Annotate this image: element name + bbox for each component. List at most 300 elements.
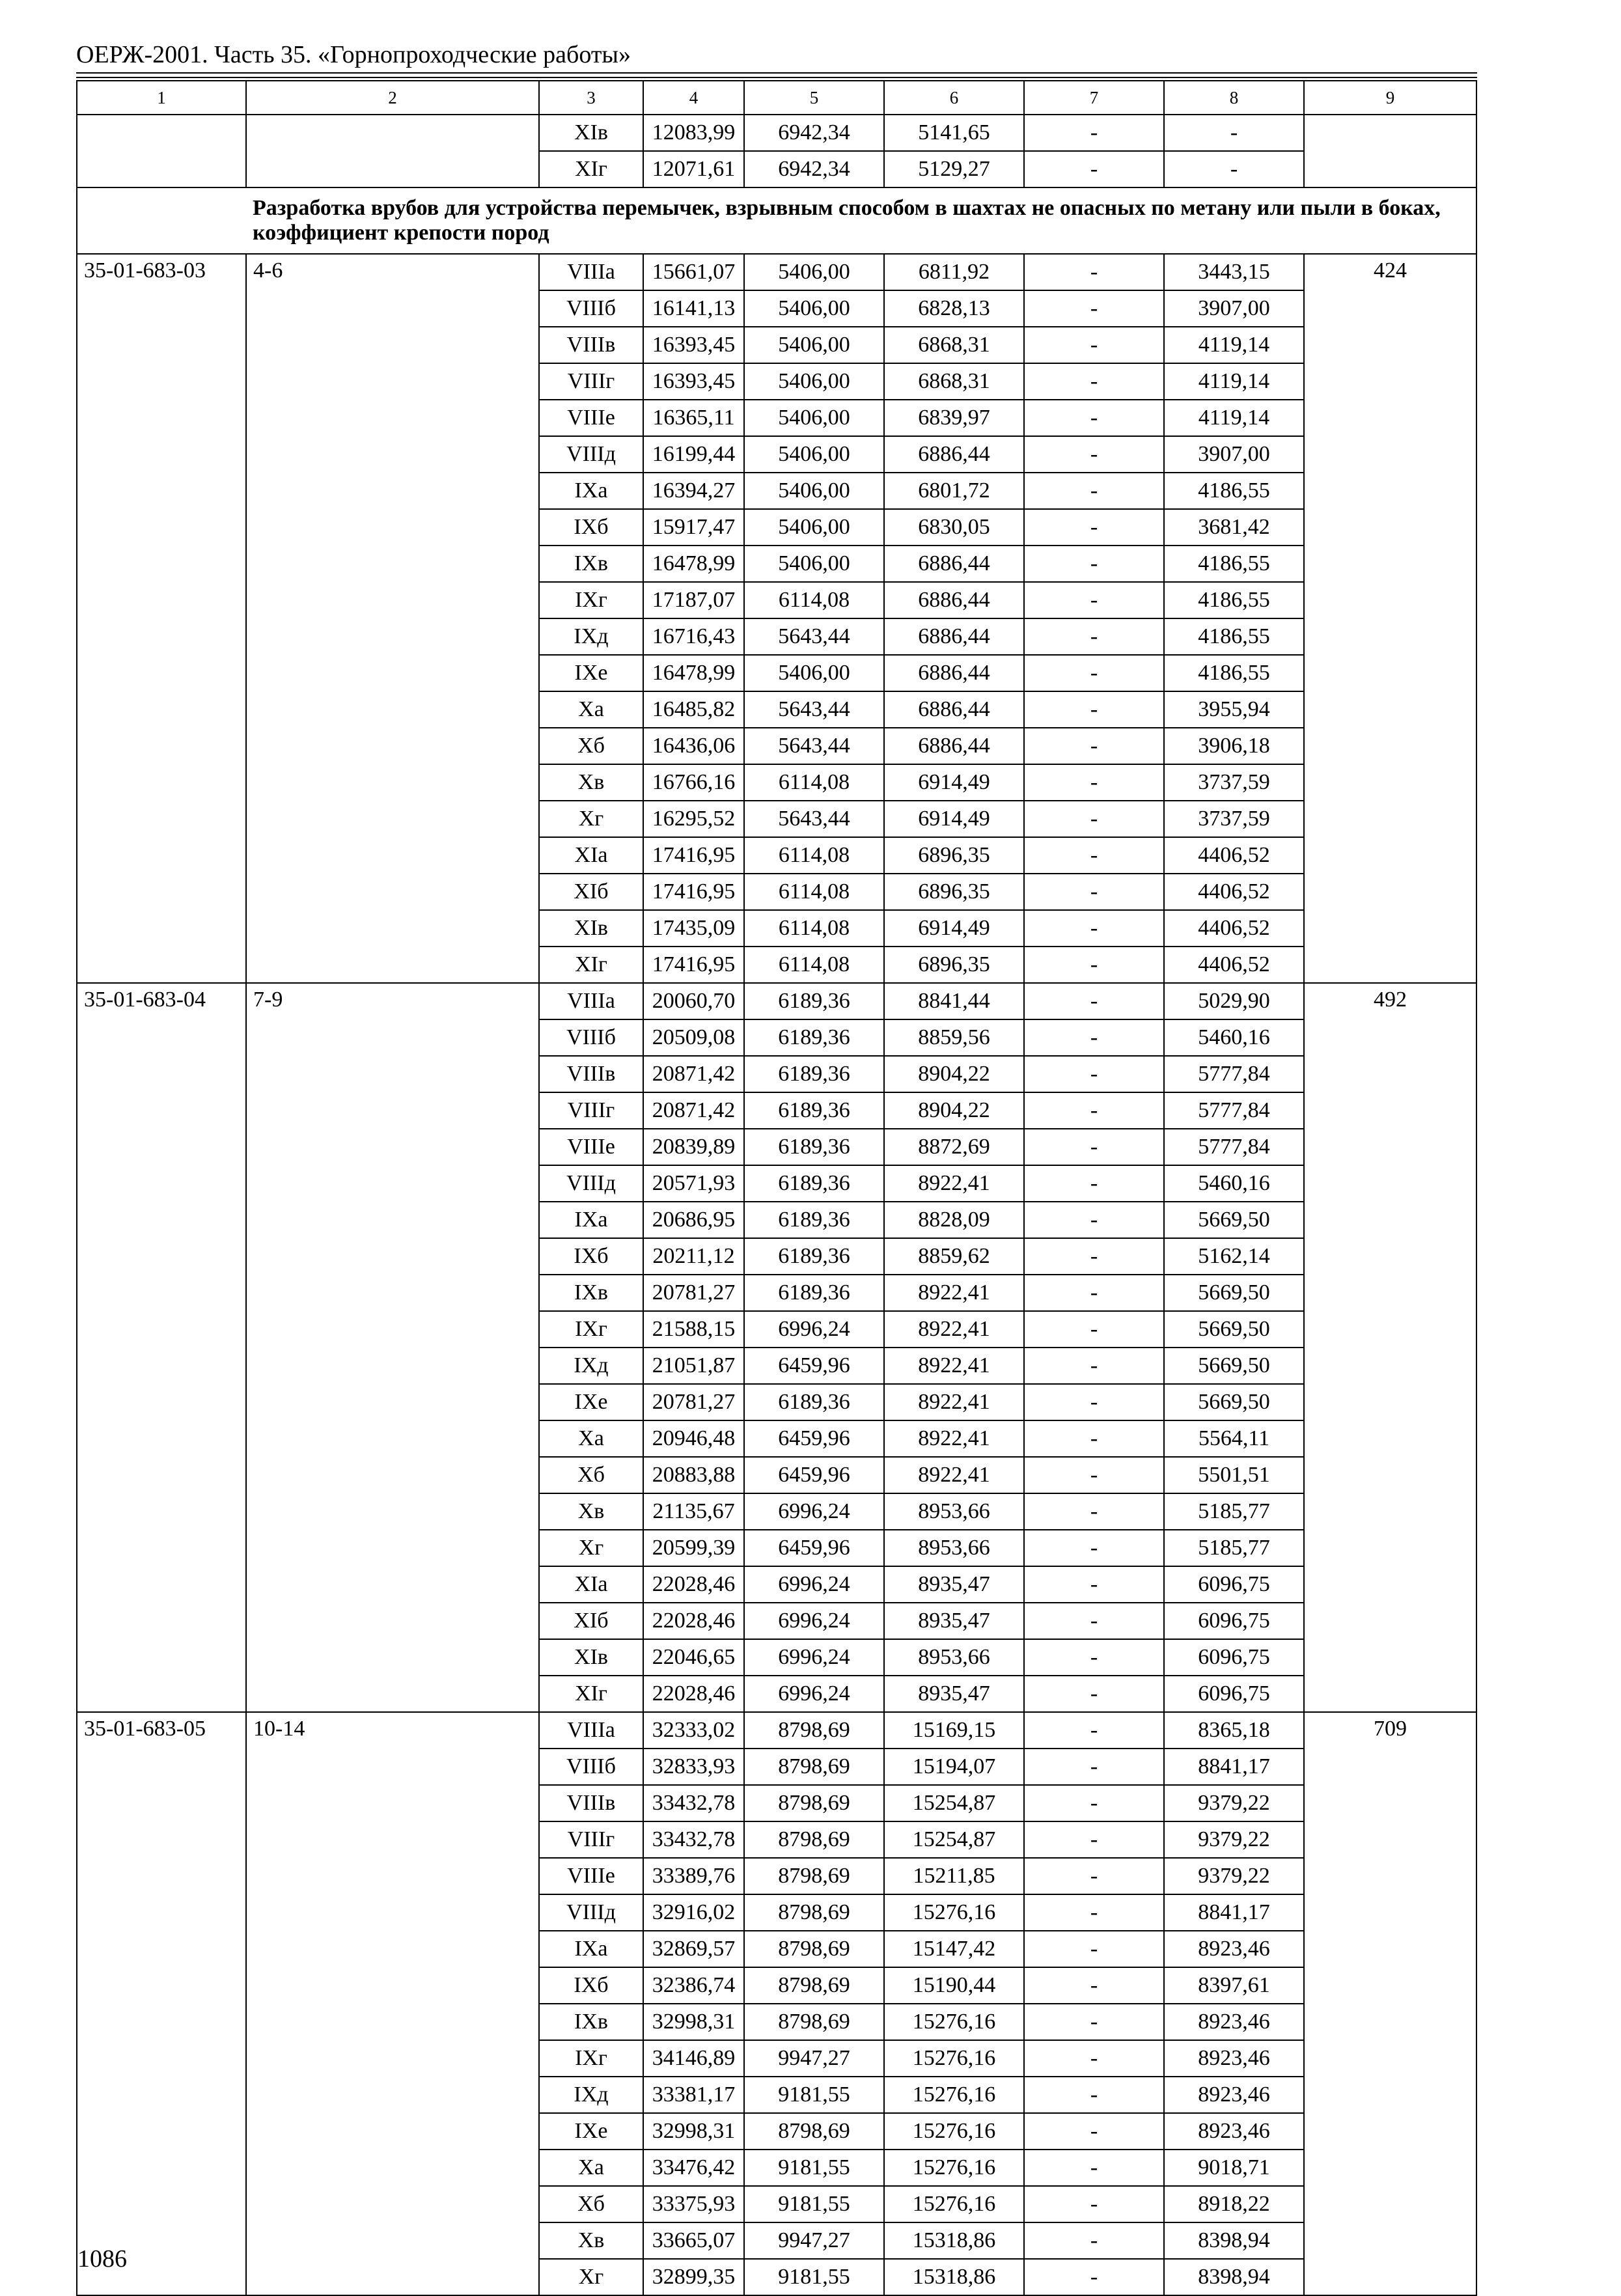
column-number: 3 [539,81,643,115]
table-cell: 6189,36 [744,1056,884,1092]
table-cell: 6886,44 [884,691,1024,728]
table-cell: 8798,69 [744,1785,884,1821]
table-cell: VIIIе [539,1129,643,1165]
table-cell: 15276,16 [884,2004,1024,2040]
table-cell: 8365,18 [1164,1712,1304,1749]
table-cell: 16436,06 [643,728,744,764]
table-cell: - [1024,1821,1164,1858]
table-cell: - [1024,2113,1164,2150]
table-cell: VIIIб [539,1019,643,1056]
table-cell: 4406,52 [1164,910,1304,947]
table-cell: 32899,35 [643,2259,744,2295]
table-cell: - [1024,1566,1164,1603]
table-cell: - [1024,1894,1164,1931]
table-cell: 15194,07 [884,1749,1024,1785]
table-cell: - [1024,1238,1164,1275]
table-cell: VIIIд [539,1165,643,1202]
table-cell: 8859,56 [884,1019,1024,1056]
table-cell: VIIIг [539,1821,643,1858]
table-cell: 4406,52 [1164,837,1304,874]
table-cell: 8872,69 [884,1129,1024,1165]
table-cell: 6189,36 [744,983,884,1019]
table-cell: - [1024,764,1164,801]
table-cell: 20871,42 [643,1056,744,1092]
table-cell: Xв [539,1493,643,1530]
table-cell: 8798,69 [744,1712,884,1749]
table-cell: 6459,96 [744,1420,884,1457]
table-cell: 15254,87 [884,1785,1024,1821]
table-cell: - [1024,691,1164,728]
column-number: 1 [77,81,246,115]
table-cell: - [1164,115,1304,151]
table-cell: - [1024,1967,1164,2004]
table-cell: 16393,45 [643,327,744,363]
table-cell: 6996,24 [744,1603,884,1639]
table-cell: 32386,74 [643,1967,744,2004]
table-cell: 6114,08 [744,837,884,874]
table-cell: 15276,16 [884,2186,1024,2222]
table-cell: 32869,57 [643,1931,744,1967]
column-9-value: 709 [1304,1712,1476,2295]
table-cell: 8922,41 [884,1420,1024,1457]
table-cell: 22028,46 [643,1676,744,1712]
table-cell: 6996,24 [744,1639,884,1676]
table-cell: - [1024,1858,1164,1894]
table-cell: 5162,14 [1164,1238,1304,1275]
table-cell: - [1024,2004,1164,2040]
table-cell: 17187,07 [643,582,744,618]
table-cell: 21051,87 [643,1348,744,1384]
table-cell: 8923,46 [1164,2113,1304,2150]
table-cell: - [1024,1749,1164,1785]
table-cell: VIIIв [539,1785,643,1821]
page-header-title: ОЕРЖ-2001. Часть 35. «Горнопроходческие работы» [76,41,631,68]
empty-cell [77,115,246,187]
table-cell: - [1024,1092,1164,1129]
table-cell: 6886,44 [884,618,1024,655]
table-cell: 20571,93 [643,1165,744,1202]
table-cell: VIIIа [539,254,643,290]
table-cell: - [1024,151,1164,187]
table-cell: 6942,34 [744,115,884,151]
table-cell: 16141,13 [643,290,744,327]
table-cell: - [1024,1676,1164,1712]
table-cell: - [1024,983,1164,1019]
table-cell: 9379,22 [1164,1821,1304,1858]
table-cell: IXв [539,1275,643,1311]
table-cell: 6896,35 [884,874,1024,910]
table-cell: VIIIб [539,1749,643,1785]
table-cell: IXа [539,1931,643,1967]
table-cell: VIIIв [539,327,643,363]
table-cell: 5129,27 [884,151,1024,187]
table-cell: - [1024,1384,1164,1420]
table-cell: - [1024,363,1164,400]
table-cell: 5406,00 [744,509,884,546]
table-cell: 6459,96 [744,1457,884,1493]
table-cell: 4186,55 [1164,618,1304,655]
table-cell: - [1024,473,1164,509]
section-row [77,187,1476,254]
table-cell: 5643,44 [744,618,884,655]
table-cell: 15276,16 [884,1894,1024,1931]
table-cell: - [1024,1785,1164,1821]
table-cell: 6096,75 [1164,1676,1304,1712]
table-cell: 5406,00 [744,473,884,509]
table-cell: 8397,61 [1164,1967,1304,2004]
table-cell: 6914,49 [884,910,1024,947]
table-cell: - [1024,947,1164,983]
table-cell: 5406,00 [744,436,884,473]
header-rule [76,72,1477,74]
table-cell: 5460,16 [1164,1165,1304,1202]
table-cell: 3955,94 [1164,691,1304,728]
table-cell: 4119,14 [1164,327,1304,363]
table-cell: 6886,44 [884,546,1024,582]
table-cell: VIIIа [539,1712,643,1749]
table-cell: 6996,24 [744,1493,884,1530]
table-cell: - [1024,1165,1164,1202]
table-cell: 5564,11 [1164,1420,1304,1457]
table-cell: 6189,36 [744,1019,884,1056]
table-cell: 9181,55 [744,2150,884,2186]
rock-hardness-range: 7-9 [246,983,539,1712]
table-cell: 5185,77 [1164,1493,1304,1530]
table-cell: 33432,78 [643,1785,744,1821]
table-cell: 5185,77 [1164,1530,1304,1566]
table-cell: 4119,14 [1164,400,1304,436]
table-cell: 6868,31 [884,363,1024,400]
table-cell: 6830,05 [884,509,1024,546]
table-cell: VIIIд [539,436,643,473]
table-cell: - [1024,115,1164,151]
table-cell: IXб [539,1967,643,2004]
table-cell: 22028,46 [643,1566,744,1603]
table-cell: 5406,00 [744,290,884,327]
table-cell: IXв [539,2004,643,2040]
table-cell: 6114,08 [744,764,884,801]
table-cell: - [1024,1493,1164,1530]
table-cell: 8798,69 [744,2113,884,2150]
table-cell: - [1024,2259,1164,2295]
table-cell: - [1024,1129,1164,1165]
table-cell: 20839,89 [643,1129,744,1165]
table-cell: 16478,99 [643,655,744,691]
table-cell: XIб [539,1603,643,1639]
table-cell: 5777,84 [1164,1092,1304,1129]
rock-hardness-range: 10-14 [246,1712,539,2295]
table-cell: IXд [539,2077,643,2113]
table-cell: - [1024,2186,1164,2222]
table-cell: 15318,86 [884,2222,1024,2259]
table-cell: 32998,31 [643,2113,744,2150]
table-cell: 15917,47 [643,509,744,546]
table-cell: 6914,49 [884,801,1024,837]
table-cell: 15276,16 [884,2150,1024,2186]
table-cell: Xг [539,801,643,837]
table-cell: 6189,36 [744,1129,884,1165]
table-cell: 8841,17 [1164,1894,1304,1931]
table-cell: 17435,09 [643,910,744,947]
table-cell: Xг [539,1530,643,1566]
table-cell: 5406,00 [744,546,884,582]
table-cell: 5643,44 [744,801,884,837]
table-cell: - [1024,2222,1164,2259]
table-cell: 3737,59 [1164,764,1304,801]
table-cell: XIб [539,874,643,910]
table-cell: Xб [539,2186,643,2222]
table-cell: 33375,93 [643,2186,744,2222]
table-cell: 8904,22 [884,1056,1024,1092]
table-cell: - [1024,509,1164,546]
table-cell: 8923,46 [1164,1931,1304,1967]
table-cell: 33432,78 [643,1821,744,1858]
table-cell: Xа [539,2150,643,2186]
table-cell: 5669,50 [1164,1275,1304,1311]
table-cell: 16485,82 [643,691,744,728]
table-cell: 6839,97 [884,400,1024,436]
table-cell: 33381,17 [643,2077,744,2113]
table-cell: 15169,15 [884,1712,1024,1749]
table-cell: VIIIб [539,290,643,327]
table-cell: 15147,42 [884,1931,1024,1967]
table-cell: 5643,44 [744,728,884,764]
table-cell: 6886,44 [884,655,1024,691]
table-cell: 8922,41 [884,1457,1024,1493]
table-cell: - [1024,582,1164,618]
table-cell: 6114,08 [744,947,884,983]
table-cell: IXд [539,618,643,655]
table-cell: 6868,31 [884,327,1024,363]
table-cell: 15661,07 [643,254,744,290]
table-cell: 4406,52 [1164,874,1304,910]
rates-table [76,80,1477,2296]
table-cell: - [1024,1275,1164,1311]
table-cell: 5501,51 [1164,1457,1304,1493]
column-9-value: 492 [1304,983,1476,1712]
table-cell: IXе [539,655,643,691]
table-row [77,983,1476,1019]
table-cell: 8798,69 [744,1821,884,1858]
table-cell: 16295,52 [643,801,744,837]
table-cell: 6114,08 [744,874,884,910]
table-cell: 20686,95 [643,1202,744,1238]
table-cell: 6189,36 [744,1238,884,1275]
table-cell: Xа [539,1420,643,1457]
table-cell: 8923,46 [1164,2004,1304,2040]
table-cell: VIIIе [539,1858,643,1894]
table-cell: Xб [539,1457,643,1493]
table-cell: VIIIд [539,1894,643,1931]
table-cell: 17416,95 [643,874,744,910]
table-cell: 8935,47 [884,1603,1024,1639]
table-cell: 8953,66 [884,1493,1024,1530]
table-cell: - [1024,1056,1164,1092]
table-cell: 16199,44 [643,436,744,473]
table-cell: 3907,00 [1164,290,1304,327]
table-cell: 20211,12 [643,1238,744,1275]
table-cell: 6096,75 [1164,1639,1304,1676]
table-cell: 8798,69 [744,1858,884,1894]
table-cell: 6189,36 [744,1384,884,1420]
table-cell: - [1024,728,1164,764]
table-cell: 32833,93 [643,1749,744,1785]
table-cell: 34146,89 [643,2040,744,2077]
table-cell: 9181,55 [744,2186,884,2222]
table-cell: - [1024,1712,1164,1749]
table-cell: 5406,00 [744,327,884,363]
section-title: Разработка врубов для устройства перемычек, взрывным способом в шахтах не опасных по метану или пыли в боках, коэффициент крепости пород [246,187,1476,254]
table-cell: 3906,18 [1164,728,1304,764]
column-number-row [77,81,1476,115]
table-cell: 8923,46 [1164,2077,1304,2113]
table-cell: 16394,27 [643,473,744,509]
table-cell: 9947,27 [744,2222,884,2259]
table-cell: 6114,08 [744,910,884,947]
table-cell: 4186,55 [1164,582,1304,618]
table-cell: - [1164,151,1304,187]
table-cell: Xв [539,764,643,801]
table-cell: - [1024,1639,1164,1676]
table-cell: 8398,94 [1164,2222,1304,2259]
table-cell: IXд [539,1348,643,1384]
table-cell: 6811,92 [884,254,1024,290]
table-cell: 6189,36 [744,1165,884,1202]
table-cell: 3681,42 [1164,509,1304,546]
table-cell: - [1024,1348,1164,1384]
table-cell: 8918,22 [1164,2186,1304,2222]
table-cell: 5777,84 [1164,1129,1304,1165]
table-cell: Xб [539,728,643,764]
table-cell: 16478,99 [643,546,744,582]
table-cell: 6801,72 [884,473,1024,509]
table-cell: - [1024,327,1164,363]
empty-cell [77,187,246,254]
table-cell: - [1024,254,1164,290]
table-cell: 8398,94 [1164,2259,1304,2295]
rate-code: 35-01-683-04 [77,983,246,1712]
table-cell: 32333,02 [643,1712,744,1749]
table-cell: 8798,69 [744,2004,884,2040]
table-cell: 16766,16 [643,764,744,801]
table-cell: 16393,45 [643,363,744,400]
table-cell: 8798,69 [744,1894,884,1931]
table-cell: 5669,50 [1164,1202,1304,1238]
table-cell: 33665,07 [643,2222,744,2259]
rock-hardness-range: 4-6 [246,254,539,983]
table-cell: 17416,95 [643,947,744,983]
table-cell: 6459,96 [744,1530,884,1566]
table-cell: XIв [539,910,643,947]
table-cell: 17416,95 [643,837,744,874]
table-cell: - [1024,546,1164,582]
table-cell: 9181,55 [744,2077,884,2113]
table-cell: 8953,66 [884,1639,1024,1676]
table-cell: - [1024,837,1164,874]
table-cell: 5460,16 [1164,1019,1304,1056]
table-cell: 5669,50 [1164,1348,1304,1384]
table-cell: 15254,87 [884,1821,1024,1858]
table-cell: 6096,75 [1164,1566,1304,1603]
page-number: 1086 [77,2245,127,2273]
table-cell: - [1024,400,1164,436]
table-row [77,254,1476,290]
table-cell: 33389,76 [643,1858,744,1894]
table-cell: 5406,00 [744,655,884,691]
table-cell: 16716,43 [643,618,744,655]
table-cell: 21588,15 [643,1311,744,1348]
table-cell: 8841,44 [884,983,1024,1019]
table-cell: VIIIг [539,363,643,400]
table-cell: 6189,36 [744,1202,884,1238]
table-cell: 15318,86 [884,2259,1024,2295]
table-cell: - [1024,801,1164,837]
table-cell: 20060,70 [643,983,744,1019]
table-cell: 8859,62 [884,1238,1024,1275]
table-cell: 5777,84 [1164,1056,1304,1092]
table-cell: IXг [539,582,643,618]
table-cell: 6996,24 [744,1566,884,1603]
table-cell: 21135,67 [643,1493,744,1530]
table-cell: 6886,44 [884,728,1024,764]
table-cell: 33476,42 [643,2150,744,2186]
table-cell: - [1024,2150,1164,2186]
table-cell: 8953,66 [884,1530,1024,1566]
table-cell: 8798,69 [744,1749,884,1785]
table-cell: 8922,41 [884,1311,1024,1348]
table-cell: 8935,47 [884,1676,1024,1712]
column-number: 2 [246,81,539,115]
table-cell: 6914,49 [884,764,1024,801]
table-cell: 12071,61 [643,151,744,187]
table-cell: 6896,35 [884,947,1024,983]
table-cell: IXб [539,509,643,546]
rate-code: 35-01-683-03 [77,254,246,983]
table-cell: 5406,00 [744,254,884,290]
table-cell: 9379,22 [1164,1858,1304,1894]
table-cell: - [1024,2040,1164,2077]
table-cell: 5029,90 [1164,983,1304,1019]
table-cell: - [1024,618,1164,655]
column-number: 6 [884,81,1024,115]
table-row [77,1712,1476,1749]
table-cell: 6886,44 [884,436,1024,473]
table-cell: 3907,00 [1164,436,1304,473]
table-cell: 16365,11 [643,400,744,436]
table-cell: 6114,08 [744,582,884,618]
table-cell: IXг [539,1311,643,1348]
column-number: 9 [1304,81,1476,115]
table-cell: VIIIе [539,400,643,436]
table-cell: 5643,44 [744,691,884,728]
table-cell: 15211,85 [884,1858,1024,1894]
table-cell: 22046,65 [643,1639,744,1676]
table-cell: IXг [539,2040,643,2077]
table-cell: XIг [539,1676,643,1712]
table-cell: 8935,47 [884,1566,1024,1603]
table-cell: 8904,22 [884,1092,1024,1129]
table-cell: 20946,48 [643,1420,744,1457]
table-cell: 9018,71 [1164,2150,1304,2186]
table-cell: 8828,09 [884,1202,1024,1238]
table-cell: 15276,16 [884,2077,1024,2113]
empty-cell [246,115,539,187]
table-cell: 6942,34 [744,151,884,187]
table-cell: 3737,59 [1164,801,1304,837]
table-cell: Xв [539,2222,643,2259]
table-cell: 3443,15 [1164,254,1304,290]
table-cell: - [1024,1019,1164,1056]
